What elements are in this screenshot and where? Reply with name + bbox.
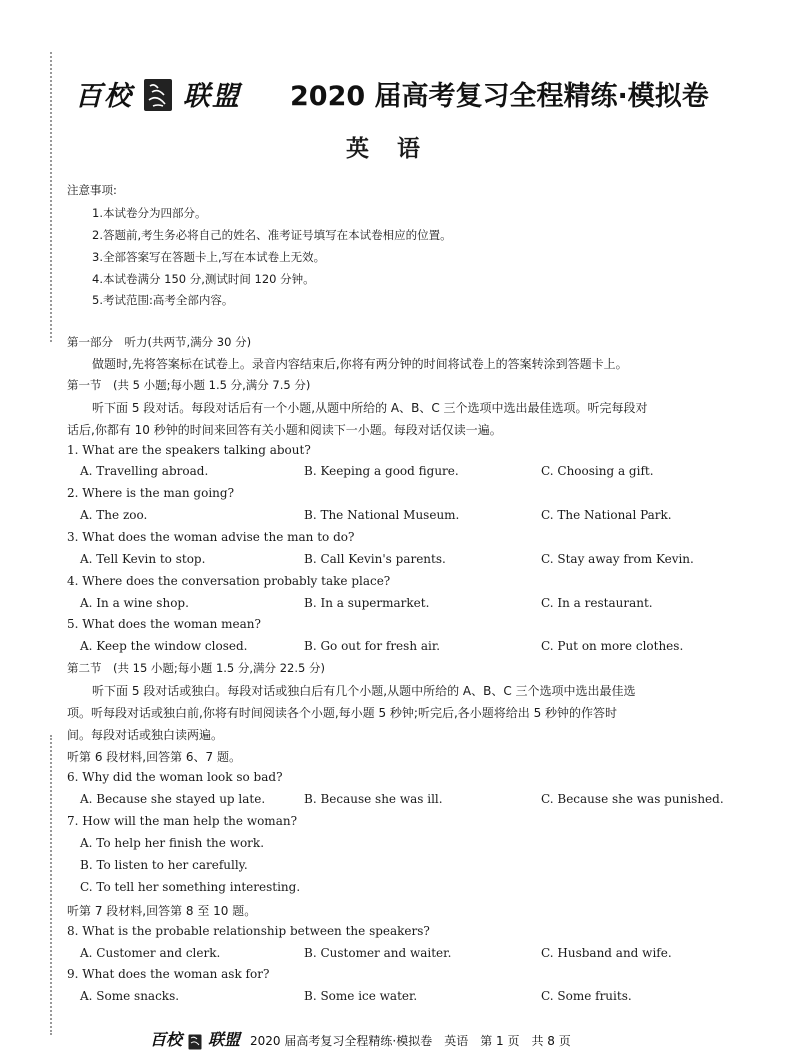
- option-c: C. Some fruits.: [541, 989, 632, 1003]
- footer-seal-icon: [188, 1034, 202, 1050]
- option-a: A. Some snacks.: [80, 989, 180, 1003]
- option-c: C. Stay away from Kevin.: [541, 552, 694, 566]
- question-text: 7. How will the man help the woman?: [67, 814, 298, 828]
- subject-title: 英语: [346, 136, 448, 162]
- option-b: B. Because she was ill.: [304, 792, 443, 806]
- section2-instructions: 间。每段对话或独白读两遍。: [67, 728, 224, 742]
- option-a: A. Travelling abroad.: [80, 464, 209, 478]
- brand-right: 联盟: [183, 81, 241, 112]
- notes-heading: 注意事项:: [67, 183, 117, 197]
- option-b: B. The National Museum.: [304, 508, 460, 522]
- question-text: 5. What does the woman mean?: [67, 617, 261, 631]
- footer-brand-left: 百校: [150, 1030, 183, 1049]
- option-c: C. Choosing a gift.: [541, 464, 654, 478]
- note-item: 5.考试范围:高考全部内容。: [92, 293, 234, 307]
- option-a: A. The zoo.: [80, 508, 148, 522]
- footer-brand-right: 联盟: [208, 1030, 241, 1049]
- question-text: 8. What is the probable relationship between the speakers?: [67, 924, 430, 938]
- note-item: 2.答题前,考生务必将自己的姓名、准考证号填写在本试卷相应的位置。: [92, 228, 452, 242]
- option-a: A. Customer and clerk.: [80, 946, 221, 960]
- note-item: 4.本试卷满分 150 分,测试时间 120 分钟。: [92, 272, 315, 286]
- binding-line-top: [50, 52, 52, 342]
- option-b: B. In a supermarket.: [304, 596, 430, 610]
- option-b: B. Customer and waiter.: [304, 946, 452, 960]
- option-a: A. To help her finish the work.: [80, 836, 265, 850]
- question-text: 6. Why did the woman look so bad?: [67, 770, 283, 784]
- section2-instructions: 项。听每段对话或独白前,你将有时间阅读各个小题,每小题 5 秒钟;听完后,各小题将给出 5 秒钟的作答时: [67, 706, 618, 720]
- option-b: B. Call Kevin's parents.: [304, 552, 446, 566]
- seal-stamp-icon: [143, 78, 173, 112]
- question-text: 1. What are the speakers talking about?: [67, 443, 311, 457]
- option-a: A. Tell Kevin to stop.: [80, 552, 206, 566]
- footer-text: 2020 届高考复习全程精练·模拟卷 英语 第 1 页 共 8 页: [250, 1034, 571, 1048]
- brand-left: 百校: [75, 81, 133, 112]
- option-c: C. Husband and wife.: [541, 946, 672, 960]
- section2-instructions: 听下面 5 段对话或独白。每段对话或独白后有几个小题,从题中所给的 A、B、C 三个选项中选出最佳选: [92, 684, 636, 698]
- option-c: C. In a restaurant.: [541, 596, 653, 610]
- page-header: [75, 74, 735, 120]
- option-c: C. To tell her something interesting.: [80, 880, 301, 894]
- page-title: 2020 届高考复习全程精练·模拟卷: [290, 81, 709, 112]
- section1-heading: 第一节 (共 5 小题;每小题 1.5 分,满分 7.5 分): [67, 378, 311, 392]
- binding-line-bottom: [50, 735, 52, 1035]
- option-a: A. In a wine shop.: [80, 596, 189, 610]
- section1-instructions: 听下面 5 段对话。每段对话后有一个小题,从题中所给的 A、B、C 三个选项中选出最佳选项。听完每段对: [92, 401, 648, 415]
- note-item: 1.本试卷分为四部分。: [92, 206, 207, 220]
- option-b: B. Go out for fresh air.: [304, 639, 441, 653]
- option-b: B. Keeping a good figure.: [304, 464, 459, 478]
- option-b: B. To listen to her carefully.: [80, 858, 248, 872]
- material-note: 听第 6 段材料,回答第 6、7 题。: [67, 750, 241, 764]
- option-c: C. Put on more clothes.: [541, 639, 684, 653]
- question-text: 3. What does the woman advise the man to do?: [67, 530, 355, 544]
- question-text: 2. Where is the man going?: [67, 486, 235, 500]
- section2-heading: 第二节 (共 15 小题;每小题 1.5 分,满分 22.5 分): [67, 661, 325, 675]
- option-c: C. The National Park.: [541, 508, 672, 522]
- part1-intro: 做题时,先将答案标在试卷上。录音内容结束后,你将有两分钟的时间将试卷上的答案转涂到答题卡上。: [92, 357, 628, 371]
- material-note: 听第 7 段材料,回答第 8 至 10 题。: [67, 904, 257, 918]
- option-c: C. Because she was punished.: [541, 792, 724, 806]
- option-a: A. Keep the window closed.: [80, 639, 248, 653]
- note-item: 3.全部答案写在答题卡上,写在本试卷上无效。: [92, 250, 326, 264]
- question-text: 4. Where does the conversation probably take place?: [67, 574, 391, 588]
- part1-heading: 第一部分 听力(共两节,满分 30 分): [67, 335, 252, 349]
- page-footer: [150, 1027, 571, 1050]
- question-text: 9. What does the woman ask for?: [67, 967, 270, 981]
- option-a: A. Because she stayed up late.: [80, 792, 266, 806]
- section1-instructions: 话后,你都有 10 秒钟的时间来回答有关小题和阅读下一小题。每段对话仅读一遍。: [67, 423, 502, 437]
- option-b: B. Some ice water.: [304, 989, 418, 1003]
